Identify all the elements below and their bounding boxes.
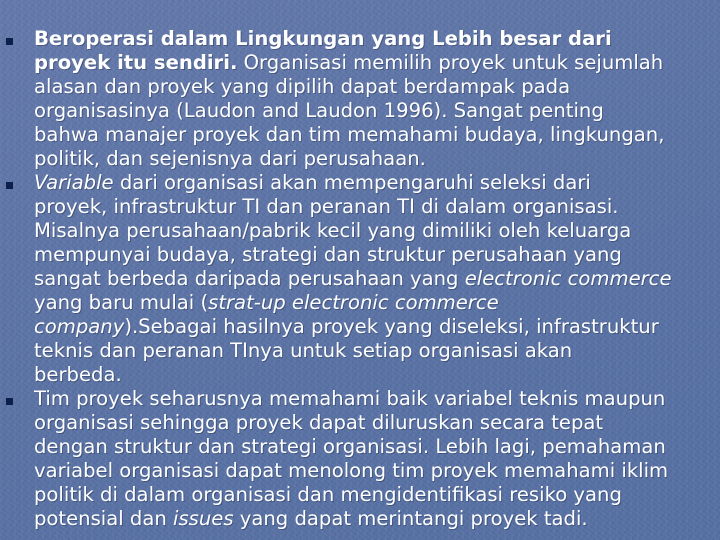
body-text: variabel organisasi dapat menolong tim proyek memahami iklim (34, 459, 669, 482)
bullet-line (34, 51, 718, 75)
bullet-line (34, 459, 718, 483)
body-text: sangat berbeda daripada perusahaan yang (34, 267, 465, 290)
body-text: Misalnya perusahaan/pabrik kecil yang dimiliki oleh keluarga (34, 219, 632, 242)
italic-text: company (34, 315, 125, 338)
body-text: organisasinya (Laudon and Laudon 1996). Sangat penting (34, 99, 604, 122)
body-text: proyek, infrastruktur TI dan peranan TI di dalam organisasi. (34, 195, 619, 218)
italic-text: Variable (34, 171, 114, 194)
italic-text: electronic commerce (464, 267, 672, 290)
square-bullet-icon (6, 398, 13, 405)
bullet-line (34, 27, 718, 51)
body-text: mempunyai budaya, strategi dan struktur perusahaan yang (34, 243, 622, 266)
bullet-line (34, 123, 718, 147)
bullet-line (34, 267, 718, 291)
bullet-line (34, 315, 718, 339)
bullet-line (34, 219, 718, 243)
body-text: bahwa manajer proyek dan tim memahami budaya, lingkungan, (34, 123, 665, 146)
bullet-line (34, 147, 718, 171)
bullet-line (34, 339, 718, 363)
bold-text: Beroperasi dalam Lingkungan yang Lebih besar dari (34, 27, 612, 50)
body-text: alasan dan proyek yang dipilih dapat berdampak pada (34, 75, 571, 98)
bullet-line (34, 195, 718, 219)
body-text: potensial dan (34, 507, 174, 530)
italic-text: strat-up electronic commerce (208, 291, 499, 314)
bullet-line (34, 483, 718, 507)
square-bullet-icon (6, 38, 13, 45)
body-text: berbeda. (34, 363, 122, 386)
body-text: politik di dalam organisasi dan mengidentifikasi resiko yang (34, 483, 622, 506)
bullet-line (34, 243, 718, 267)
square-bullet-icon (6, 182, 13, 189)
body-text: Tim proyek seharusnya memahami baik variabel teknis maupun (34, 387, 666, 410)
bullet-line (34, 507, 718, 531)
bullet-line (34, 363, 718, 387)
bullet-line (34, 291, 718, 315)
body-text: yang dapat merintangi proyek tadi. (233, 507, 588, 530)
body-text: teknis dan peranan TInya untuk setiap organisasi akan (34, 339, 573, 362)
bullet-line (34, 171, 718, 195)
body-text: politik, dan sejenisnya dari perusahaan. (34, 147, 426, 170)
bullet-line (34, 99, 718, 123)
body-text: organisasi sehingga proyek dapat diluruskan secara tepat (34, 411, 604, 434)
italic-text: issues (173, 507, 234, 530)
bullet-line (34, 387, 718, 411)
body-text: dari organisasi akan mempengaruhi seleksi dari (113, 171, 591, 194)
body-text: Organisasi memilih proyek untuk sejumlah (237, 51, 664, 74)
bold-text: proyek itu sendiri. (34, 51, 238, 74)
bullet-line (34, 75, 718, 99)
body-text: ).Sebagai hasilnya proyek yang diseleksi, infrastruktur (124, 315, 659, 338)
body-text: dengan struktur dan strategi organisasi. Lebih lagi, pemahaman (34, 435, 666, 458)
body-text: yang baru mulai ( (34, 291, 209, 314)
bullet-line (34, 435, 718, 459)
bullet-line (34, 411, 718, 435)
